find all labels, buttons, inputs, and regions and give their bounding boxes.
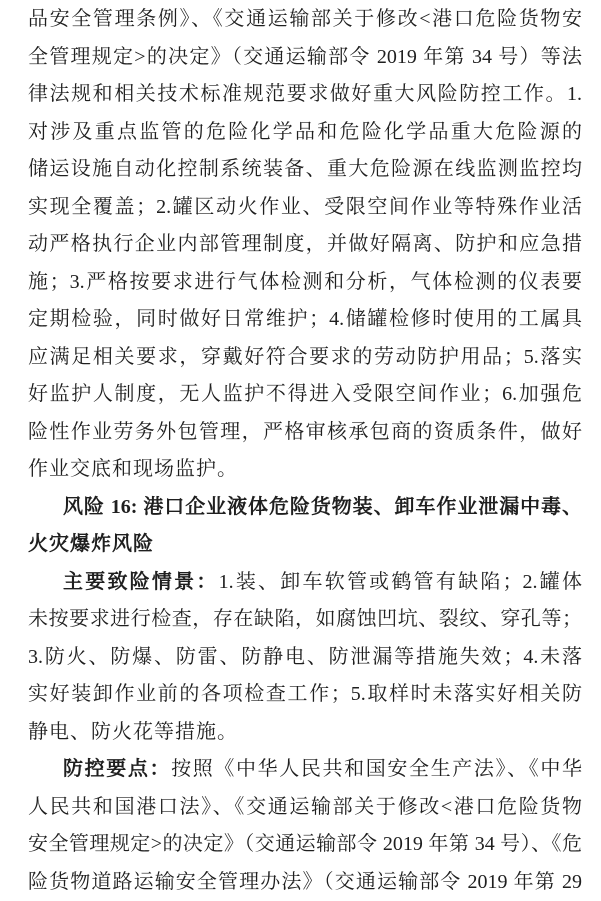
text-line: [28, 114, 582, 152]
text-line: [28, 264, 582, 302]
text-run: 人民共和国港口法》、《交通运输部关于修改<港口危险货物: [28, 795, 582, 818]
bold-text-run: 主要致险情景：: [63, 570, 219, 593]
text-line: [28, 789, 582, 827]
text-run: 定期检验，同时做好日常维护；4.储罐检修时使用的工属具: [28, 308, 582, 330]
bold-text-run: 火灾爆炸风险: [28, 533, 154, 555]
text-line: [28, 489, 582, 527]
text-line: [28, 39, 582, 77]
text-run: 按照《中华人民共和国安全生产法》、《中华: [171, 758, 582, 780]
text-line: [28, 564, 582, 602]
para-prevention-points: [28, 751, 582, 901]
text-run: 安全管理规定>的决定》（交通运输部令 2019 年第 34 号）、《危: [28, 833, 582, 855]
bold-text-run: 防控要点：: [63, 758, 172, 780]
text-run: 作业交底和现场监护。: [28, 458, 238, 480]
text-line: [28, 151, 582, 189]
text-line: [28, 526, 582, 564]
text-run: 未按要求进行检查，存在缺陷，如腐蚀凹坑、裂纹、穿孔等；: [28, 608, 582, 630]
text-line: [28, 864, 582, 901]
text-run: 好监护人制度，无人监护不得进入受限空间作业；6.加强危: [28, 383, 582, 405]
text-line: [28, 451, 582, 489]
text-line: [28, 376, 582, 414]
text-run: 律法规和相关技术标准规范要求做好重大风险防控工作。1.: [28, 83, 582, 105]
text-run: 全管理规定>的决定》（交通运输部令 2019 年第 34 号）等法: [28, 45, 582, 68]
heading-risk-16: [28, 489, 582, 564]
text-run: 静电、防火花等措施。: [28, 720, 238, 743]
para-main-risk-scenarios: [28, 564, 582, 752]
text-line: [28, 826, 582, 864]
text-line: [28, 714, 582, 752]
text-run: 施；3.严格按要求进行气体检测和分析，气体检测的仪表要: [28, 270, 582, 293]
text-run: 险货物道路运输安全管理办法》（交通运输部令 2019 年第 29: [28, 870, 582, 893]
text-run: 实现全覆盖；2.罐区动火作业、受限空间作业等特殊作业活: [28, 195, 582, 218]
text-line: [28, 301, 582, 339]
text-line: [28, 1, 582, 39]
text-line: [28, 339, 582, 377]
text-run: 动严格执行企业内部管理制度，并做好隔离、防护和应急措: [28, 233, 582, 255]
text-line: [28, 414, 582, 452]
text-line: [28, 226, 582, 264]
text-run: 储运设施自动化控制系统装备、重大危险源在线监测监控均: [28, 158, 582, 180]
text-line: [28, 639, 582, 677]
text-line: [28, 601, 582, 639]
text-line: [28, 76, 582, 114]
text-run: 实好装卸作业前的各项检查工作；5.取样时未落实好相关防: [28, 683, 582, 705]
text-line: [28, 676, 582, 714]
bold-text-run: 风险 16: 港口企业液体危险货物装、卸车作业泄漏中毒、: [63, 495, 582, 518]
para-risk15-prevention-continued: [28, 1, 582, 489]
text-run: 对涉及重点监管的危险化学品和危险化学品重大危险源的: [28, 120, 582, 143]
text-run: 品安全管理条例》、《交通运输部关于修改<港口危险货物安: [28, 8, 582, 30]
text-run: 3.防火、防爆、防雷、防静电、防泄漏等措施失效；4.未落: [28, 645, 582, 668]
text-run: 应满足相关要求，穿戴好符合要求的劳动防护用品；5.落实: [28, 345, 582, 368]
text-line: [28, 751, 582, 789]
text-run: 险性作业劳务外包管理，严格审核承包商的资质条件，做好: [28, 420, 582, 443]
text-run: 1.装、卸车软管或鹤管有缺陷；2.罐体: [218, 570, 583, 593]
text-line: [28, 189, 582, 227]
